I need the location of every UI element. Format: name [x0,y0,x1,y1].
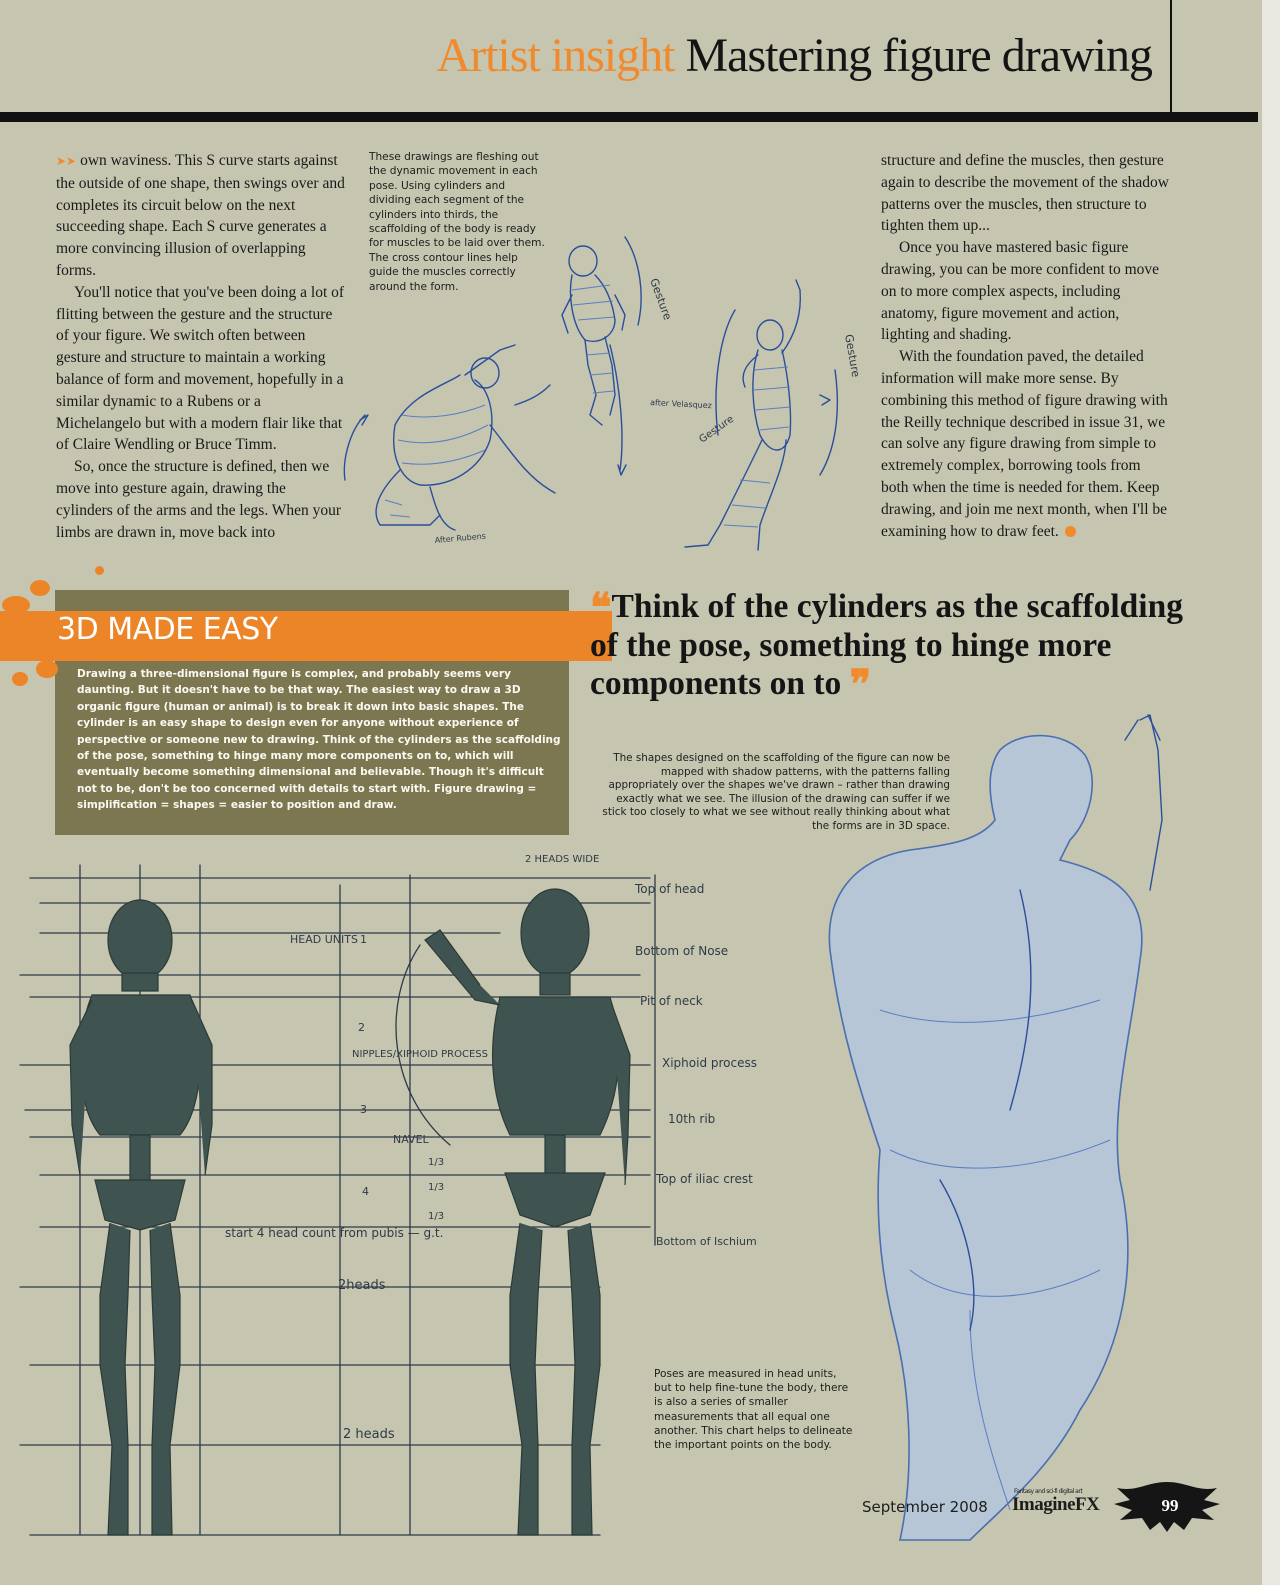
sketch-label-gesture-3: Gesture [697,413,737,446]
paragraph-text: own waviness. This S curve starts against the outside of one shape, then swings over and completes its circuit below on the next succeeding shape. Each S curve generates a more convincing illusion of overlapping forms. [56,152,345,279]
page-edge [1262,0,1280,1585]
label-two-heads-wide: 2 HEADS WIDE [525,854,600,865]
paint-splat [95,566,104,575]
label-tenth-rib: 10th rib [668,1112,716,1126]
label-top-of-head: Top of head [635,882,705,896]
label-ischium: Bottom of Ischium [656,1235,757,1248]
label-third-c: 1/3 [428,1211,445,1222]
page-header [436,28,1152,83]
quote-close-icon: ❞ [849,662,872,707]
sketch-label-after-velasquez: after Velasquez [649,398,713,411]
label-unit-3: 3 [360,1103,367,1116]
paint-splat [30,580,50,596]
body-column-right [881,150,1171,542]
brand-tagline: Fantasy and sci-fi digital art [1014,1488,1083,1495]
label-unit-4: 4 [362,1185,369,1198]
label-start-head-count: start 4 head count from pubis — g.t. [225,1226,444,1240]
label-head-units: HEAD UNITS [290,933,358,946]
sketch-label-gesture-2: Gesture [842,333,863,379]
paint-splat [36,660,58,678]
label-bottom-of-nose: Bottom of Nose [635,944,729,958]
sketch-label-after-rubens: After Rubens [434,531,487,545]
gesture-sketches [340,225,875,565]
paragraph: Once you have mastered basic figure drawing, you can be more confident to move on to more complex aspects, including anatomy, figure movement and action, lighting and shading. [881,239,1160,344]
header-rule [0,112,1258,122]
label-two-heads-b: 2 heads [343,1427,395,1442]
paragraph [881,346,1171,542]
end-mark-icon [1065,526,1076,537]
sketch-label-gesture-1: Gesture [647,276,675,322]
sketch-standing-figure [685,280,862,550]
page-number: 99 [1161,1496,1179,1515]
page-title: Mastering figure drawing [685,29,1152,82]
continued-arrow-icon: ➤➤ [56,154,77,168]
chart-labels [225,854,757,1442]
pull-quote-text: Think of the cylinders as the scaffolding of the pose, something to hinge more components on to [590,588,1183,702]
paragraph [56,150,346,282]
quote-open-icon: ❝ [590,585,612,630]
label-two-heads-a: 2heads [338,1278,386,1293]
footer-date: September 2008 [862,1498,988,1516]
caption-bottom: Poses are measured in head units, but to help fine-tune the body, there is also a series of smaller measurements that all equal one another. This chart helps to delineate the important points on the body. [654,1368,853,1452]
paragraph-text: With the foundation paved, the detailed information will make more sense. By combining this method of figure drawing with the Reilly technique described in issue 31, we can solve any figure drawing from simple to extremely complex, borrowing tools from both when the time is needed for them. Keep drawing, and join me next month, when I'll be examining how to draw feet. [881,348,1168,540]
label-iliac-crest: Top of iliac crest [656,1172,753,1186]
pull-quote [590,585,1190,707]
paragraph: So, once the structure is defined, then we move into gesture again, drawing the cylinders of the arms and the legs. When your limbs are drawn in, move back into [56,458,342,541]
figure-drawing-back-view [820,710,1250,1540]
label-third-b: 1/3 [428,1182,445,1193]
sidebar-3d-made-easy [55,590,569,835]
paragraph: structure and define the muscles, then gesture again to describe the movement of the shadow patterns over the muscles, then structure to tighten them up... [881,152,1169,235]
paragraph: You'll notice that you've been doing a lot of flitting between the gesture and the structure of your figure. We switch often between gesture and structure to maintain a working balance of form and movement, hopefully in a similar dynamic to a Rubens or a Michelangelo but with a modern flair like that of Claire Wendling or Bruce Timm. [56,283,345,454]
paint-splat [2,596,30,614]
section-label: Artist insight [436,29,675,82]
footer-brand-logo [1012,1488,1100,1516]
label-xiphoid: Xiphoid process [662,1056,757,1070]
label-nipples: NIPPLES/XIPHOID PROCESS [352,1049,488,1060]
sidebar-body: Drawing a three-dimensional figure is complex, and probably seems very daunting. But it doesn't have to be that way. The easiest way to draw a 3D organic figure (human or animal) is to break it down into basic shapes. The cylinder is an easy shape to design even for anyone without experience of perspective or someone new to drawing. Think of the cylinders as the scaffolding of the pose, something to hinge many more components on to, which will eventually become something dimensional and believable. Though it's difficult not to be, don't be too concerned with details to start with. Figure drawing = simplification = shapes = easier to position and draw. [77,668,561,812]
label-unit-1: 1 [360,933,367,946]
skeleton-back-view [70,900,212,1535]
caption-top: These drawings are fleshing out the dynamic movement in each pose. Using cylinders and dividing each segment of the cylinders into thirds, the scaffolding of the body is ready for muscles to be laid over them. The cross contour lines help guide the muscles correctly around the form. [369,151,545,293]
body-column-left [56,150,346,543]
label-third-a: 1/3 [428,1157,445,1168]
label-pit-of-neck: Pit of neck [640,994,703,1008]
sketch-crouching-figure [562,237,712,475]
brand-name: ImagineFX [1012,1494,1100,1515]
sketch-kneeling-figure [344,345,555,545]
header-divider [1170,0,1172,112]
paint-splat [12,672,28,686]
label-unit-2: 2 [358,1021,365,1034]
caption-middle: The shapes designed on the scaffolding of the figure can now be mapped with shadow patterns, with the patterns falling appropriately over the shapes we've drawn – rather than drawing exactly what we see. The illusion of the drawing can suffer if we stick too closely to what we see without really thinking about what the forms are in 3D space. [602,752,950,832]
sidebar-title: 3D MADE EASY [57,612,278,647]
label-navel: NAVEL [393,1133,429,1146]
